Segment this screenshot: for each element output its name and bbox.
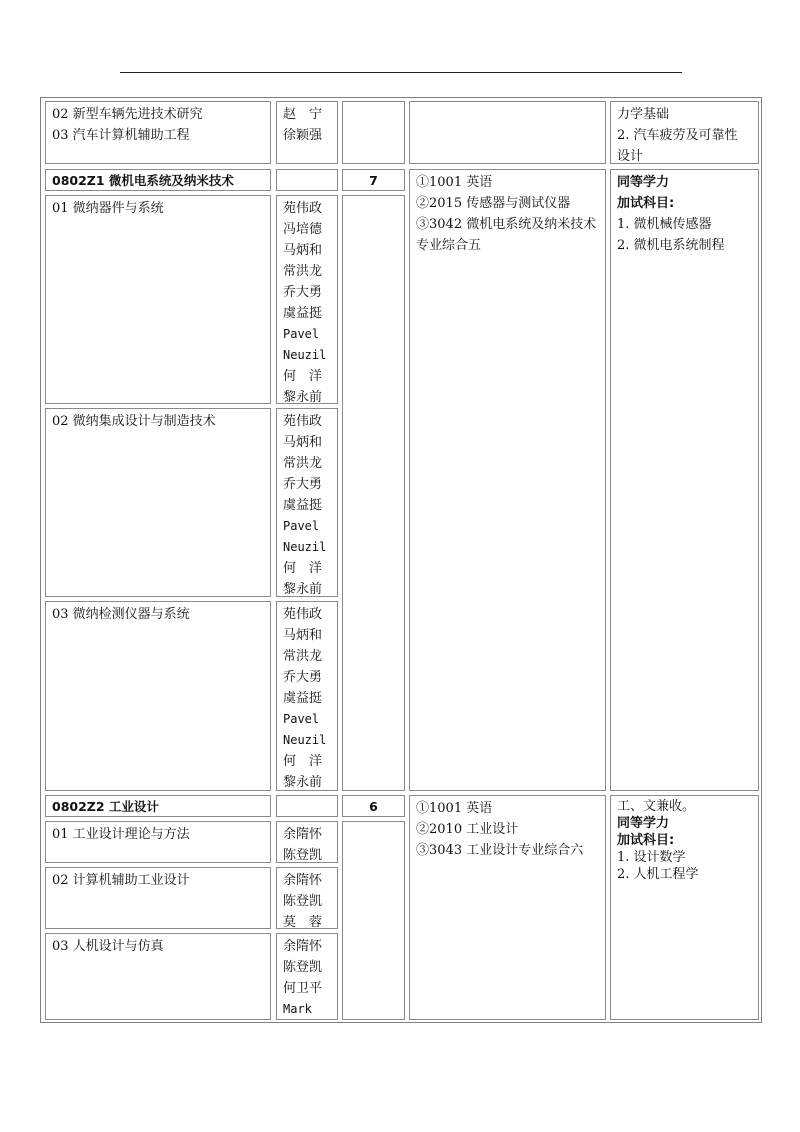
major2-code-name bbox=[45, 795, 271, 817]
exam-line: ③3042 微机电系统及纳米技术 bbox=[416, 217, 597, 232]
major1-direction-03 bbox=[45, 601, 271, 791]
remark-line: 设计 bbox=[617, 149, 644, 164]
major-title: 0802Z2 工业设计 bbox=[52, 799, 159, 814]
direction-name: 02 计算机辅助工业设计 bbox=[52, 873, 190, 888]
advisor-name: 赵 宁 bbox=[283, 107, 323, 122]
advisor-name: 黎永前 bbox=[283, 582, 323, 597]
remark-title: 同等学力 bbox=[617, 175, 670, 190]
advisor-name: Neuzil bbox=[283, 733, 327, 747]
advisor-name: 莫 蓉 bbox=[283, 915, 323, 930]
advisor-name: 常洪龙 bbox=[283, 649, 323, 664]
major2-direction-03 bbox=[45, 933, 271, 1020]
exam-line: ①1001 英语 bbox=[416, 801, 493, 816]
prev-directions-cell bbox=[45, 101, 271, 164]
advisor-name: 何 洋 bbox=[283, 754, 323, 769]
major2-remarks-cell bbox=[610, 795, 759, 1020]
prev-exams-cell bbox=[409, 101, 606, 164]
major2-direction-02-advisors bbox=[276, 867, 338, 929]
exam-line: ③3043 工业设计专业综合六 bbox=[416, 843, 584, 858]
advisor-name: 余隋怀 bbox=[283, 873, 323, 888]
advisor-name: 何 洋 bbox=[283, 369, 323, 384]
major2-direction-01 bbox=[45, 821, 271, 863]
remark-line: 2. 微机电系统制程 bbox=[617, 238, 725, 253]
advisor-name: Pavel bbox=[283, 712, 320, 726]
direction-name: 03 微纳检测仪器与系统 bbox=[52, 607, 190, 622]
advisor-name: 乔大勇 bbox=[283, 670, 323, 685]
advisor-name: Pavel bbox=[283, 519, 320, 533]
direction-name: 03 人机设计与仿真 bbox=[52, 939, 164, 954]
remark-line: 1. 微机械传感器 bbox=[617, 217, 712, 232]
major1-code-name bbox=[45, 169, 271, 191]
major1-direction-02 bbox=[45, 408, 271, 597]
remark-line: 1. 设计数学 bbox=[617, 850, 686, 865]
advisor-name: 冯培德 bbox=[283, 222, 323, 237]
advisor-name: 马炳和 bbox=[283, 628, 323, 643]
prev-remarks-cell bbox=[610, 101, 759, 164]
quota-value: 6 bbox=[369, 799, 378, 814]
major2-direction-01-advisors bbox=[276, 821, 338, 863]
major1-direction-03-advisors bbox=[276, 601, 338, 791]
remark-title: 同等学力 bbox=[617, 816, 670, 831]
major1-quota bbox=[342, 169, 405, 191]
advisor-name: 陈登凯 bbox=[283, 848, 323, 863]
major2-direction-02 bbox=[45, 867, 271, 929]
advisor-name: 虞益挺 bbox=[283, 498, 323, 513]
remark-line: 2. 汽车疲劳及可靠性 bbox=[617, 128, 738, 143]
prev-advisors-cell bbox=[276, 101, 338, 164]
major2-exams-cell bbox=[409, 795, 606, 1020]
remark-subtitle: 加试科目: bbox=[617, 196, 675, 211]
advisor-name: 苑伟政 bbox=[283, 414, 323, 429]
major2-quota-body bbox=[342, 821, 405, 1020]
major2-quota bbox=[342, 795, 405, 817]
remark-subtitle: 加试科目: bbox=[617, 833, 675, 848]
advisor-name: 何卫平 bbox=[283, 981, 323, 996]
advisor-name: 余隋怀 bbox=[283, 827, 323, 842]
direction-name: 01 工业设计理论与方法 bbox=[52, 827, 190, 842]
advisor-name: 虞益挺 bbox=[283, 691, 323, 706]
quota-value: 7 bbox=[369, 173, 378, 188]
advisor-name: 陈登凯 bbox=[283, 960, 323, 975]
direction-name: 02 微纳集成设计与制造技术 bbox=[52, 414, 216, 429]
advisor-name: 苑伟政 bbox=[283, 607, 323, 622]
direction-line: 02 新型车辆先进技术研究 bbox=[52, 107, 203, 122]
header-rule bbox=[120, 72, 682, 73]
major1-exams-cell bbox=[409, 169, 606, 791]
exam-line: ②2015 传感器与测试仪器 bbox=[416, 196, 571, 211]
advisor-name: 马炳和 bbox=[283, 435, 323, 450]
advisor-name: 马炳和 bbox=[283, 243, 323, 258]
remark-pre: 工、文兼收。 bbox=[617, 799, 696, 814]
major-title: 0802Z1 微机电系统及纳米技术 bbox=[52, 173, 234, 188]
major2-advisor-header bbox=[276, 795, 338, 817]
major1-remarks-cell bbox=[610, 169, 759, 791]
advisor-name: 乔大勇 bbox=[283, 477, 323, 492]
remark-line: 力学基础 bbox=[617, 107, 670, 122]
exam-line: ②2010 工业设计 bbox=[416, 822, 519, 837]
major2-direction-03-advisors bbox=[276, 933, 338, 1020]
advisor-name: 陈登凯 bbox=[283, 894, 323, 909]
major1-direction-02-advisors bbox=[276, 408, 338, 597]
major1-direction-01 bbox=[45, 195, 271, 404]
major1-quota-body bbox=[342, 195, 405, 791]
advisor-name: Neuzil bbox=[283, 348, 327, 362]
direction-name: 01 微纳器件与系统 bbox=[52, 201, 164, 216]
advisor-name: 何 洋 bbox=[283, 561, 323, 576]
direction-line: 03 汽车计算机辅助工程 bbox=[52, 128, 190, 143]
major1-direction-01-advisors bbox=[276, 195, 338, 404]
advisor-name: 黎永前 bbox=[283, 390, 323, 405]
advisor-name: 常洪龙 bbox=[283, 456, 323, 471]
advisor-name: Mark bbox=[283, 1002, 312, 1016]
exam-line: 专业综合五 bbox=[416, 238, 482, 253]
advisor-name: 乔大勇 bbox=[283, 285, 323, 300]
advisor-name: Pavel bbox=[283, 327, 320, 341]
remark-line: 2. 人机工程学 bbox=[617, 867, 699, 882]
major1-advisor-header bbox=[276, 169, 338, 191]
program-table bbox=[40, 97, 762, 1023]
prev-quota-cell bbox=[342, 101, 405, 164]
exam-line: ①1001 英语 bbox=[416, 175, 493, 190]
advisor-name: 黎永前 bbox=[283, 775, 323, 790]
advisor-name: 虞益挺 bbox=[283, 306, 323, 321]
advisor-name: Neuzil bbox=[283, 540, 327, 554]
advisor-name: 苑伟政 bbox=[283, 201, 323, 216]
advisor-name: 余隋怀 bbox=[283, 939, 323, 954]
advisor-name: 徐颖强 bbox=[283, 128, 323, 143]
advisor-name: 常洪龙 bbox=[283, 264, 323, 279]
